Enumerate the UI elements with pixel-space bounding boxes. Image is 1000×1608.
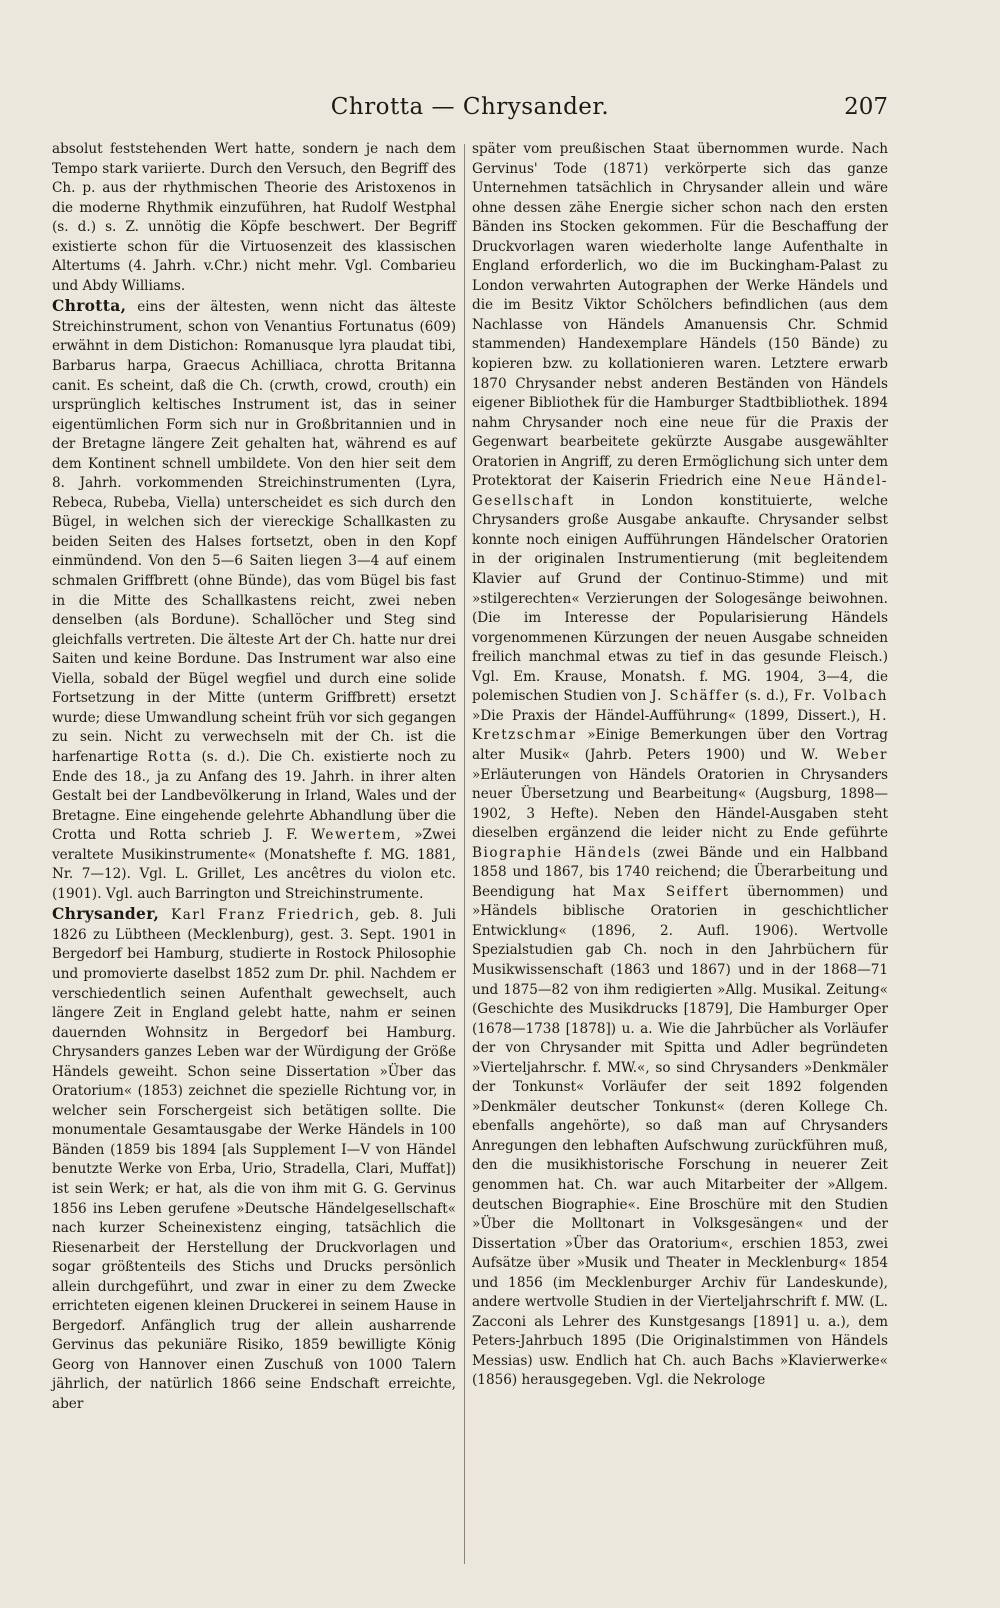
chrotta-text-3: , »Zwei veraltete Musikinstrumente« (Monatshefte f. MG. 1881, Nr. 7—12). Vgl. L. Grillet, Les ancêtres du violon etc. (1901). Vgl. auch Barrington und Streichinstrumente. <box>52 827 456 902</box>
chrotta-text: eins der ältesten, wenn nicht das älteste Streichinstrument, schon von Venantius Fortunatus (609) erwähnt in dem Distichon: Romanusque lyra plaudat tibi, Barbarus harpa, Graecus Achilliaca, chrotta Britanna canit. Es scheint, daß die Ch. (crwth, crowd, crouth) ein ursprünglich keltisches Instrument ist, das in seiner eigentümlichen Form sich nur in Großbritannien und in der Bretagne längere Zeit gehalten hat, während es auf dem Kontinent schnell umbildete. Von den hier seit dem 8. Jahrh. vorkommenden Streichinstrumenten (Lyra, Rebeca, Rubeba, Viella) unterscheidet es sich durch den Bügel, in welchen sich der viereckige Schallkasten zu beiden Seiten des Halses fortsetzt, oben in den Kopf einmündend. Von den 5—6 Saiten liegen 3—4 auf einem schmalen Griffbrett (ohne Bünde), das vom Bügel bis fast in die Mitte des Schallkastens reicht, zwei neben denselben (als Bordune). Schallöcher und Steg sind gleichfalls vertreten. Die älteste Art der Ch. hatte nur drei Saiten und keine Bordune. Das Instrument war also eine Viella, sobald der Bügel wegfiel und durch eine solide Fortsetzung in der Mitte (unterm Griffbrett) ersetzt wurde; diese Umwandlung scheint früh vor sich gegangen zu sein. Nicht zu verwechseln mit der Ch. ist die harfenartige <box>52 299 456 765</box>
author-schaeffer: J. Schäffer <box>651 688 740 705</box>
author-wewertem: Wewertem <box>311 827 397 844</box>
right-text-d: »Die Praxis der Händel-Aufführung« (1899, Dissert.), <box>472 707 869 724</box>
right-text-b: in London konstituierte, welche Chrysanders große Ausgabe ankaufte. Chrysander selbst konnte noch einigen Aufführungen Händelscher Oratorien in der originalen Instrumentierung (mit begleitendem Klavier auf Grund der Continuo-Stimme) und mit »stilgerechten« Verzierungen der Sologesänge beiwohnen. (Die im Interesse der Popularisierung Händels vorgenommenen Kürzungen der neuen Ausgabe schneiden freilich manchmal etwas zu tief in das gesunde Fleisch.) Vgl. Em. Krause, Monatsh. f. MG. 1904, 3—4, die polemischen Studien von <box>472 492 888 705</box>
chrysander-full-name: Karl Franz Friedrich <box>159 907 356 924</box>
rotta-term: Rotta <box>147 748 193 765</box>
page-number: 207 <box>844 94 888 120</box>
chrotta-text-2: (s. d.). Die Ch. existierte noch zu Ende des 18., ja zu Anfang des 19. Jahrh. in ihrer alten Gestalt bei der Landbevölkerung in Irland, Wales und der Bretagne. Eine eingehende gelehrte Abhandlung über die Crotta und Rotta schrieb J. F. <box>52 748 456 844</box>
lemma-chrysander: Chrysander, <box>52 904 160 924</box>
entry-chrotta <box>52 296 456 904</box>
author-kretzschmar: H. Kretzschmar <box>472 707 888 744</box>
right-text-f: »Erläuterungen von Händels Oratorien in Chrysanders neuer Übersetzung und Bearbeitung« (Augsburg, 1898—1902, 3 Hefte). Neben den Händel-Ausgaben steht dieselben ergänzend die leider nicht zu Ende geführte <box>472 766 888 842</box>
entry-chrysander <box>52 904 456 1414</box>
lemma-chrotta: Chrotta, <box>52 296 127 316</box>
right-text-h: übernommen) und »Händels biblische Oratorien in geschichtlicher Entwicklung« (1896, 2. Aufl. 1906). Wertvolle Spezialstudien gab Ch. noch in den Jahrbüchern für Musikwissenschaft (1863 und 1867) und in der 1868—71 und 1875—82 von ihm redigierten »Allg. Musikal. Zeitung« (Geschichte des Musikdrucks [1879], Die Hamburger Oper (1678—1738 [1878]) u. a. Wie die Jahrbücher als Vorläufer der von Chrysander mit Spitta und Adler begründeten »Vierteljahrschr. f. MW.«, so sind Chrysanders »Denkmäler der Tonkunst« Vorläufer der seit 1892 folgenden »Denkmäler deutscher Tonkunst« (deren Kollege Ch. ebenfalls angehörte), so daß man auf Chrysanders Anregungen den lebhaften Aufschwung zurückführen muß, den die musikhistorische Forschung in neuerer Zeit genommen hat. Ch. war auch Mitarbeiter der »Allgem. deutschen Biographie«. Eine Broschüre mit den Studien »Über die Molltonart in Volksgesängen« und der Dissertation »Über das Oratorium«, erschien 1853, zwei Aufsätze über »Musik und Theater in Mecklenburg« 1854 und 1856 (im Mecklenburger Archiv für Landeskunde), andere wertvolle Studien in der Vierteljahrschrift f. MW. (L. Zacconi als Lehrer des Kunstgesangs [1891] u. a.), dem Peters-Jahrbuch 1895 (Die Originalstimmen von Händels Messias) usw. Endlich hat Ch. auch Bachs »Klavierwerke« (1856) herausgegeben. Vgl. die Nekrologe <box>472 883 888 1389</box>
running-title: Chrotta — Chrysander. <box>330 94 610 120</box>
author-seiffert: Max Seiffert <box>612 883 730 900</box>
biographie-haendels: Biographie Händels <box>472 844 642 861</box>
entry-continuation: absolut feststehenden Wert hatte, sondern je nach dem Tempo stark variierte. Durch den Versuch, den Begriff des Ch. p. aus der rhythmischen Theorie des Aristoxenos in die moderne Rhythmik einzuführen, hat Rudolf Westphal (s. d.) s. Z. unnötig die Köpfe beschwert. Der Begriff existierte schon für die Virtuosenzeit des klassischen Altertums (4. Jahrh. v.Chr.) nicht mehr. Vgl. Combarieu und Abdy Williams. <box>52 141 456 294</box>
neue-haendel-gesellschaft: Neue Händel-Gesellschaft <box>472 473 889 509</box>
page-header <box>52 94 888 126</box>
text-columns <box>52 140 888 1580</box>
right-text-e: »Einige Bemerkungen über den Vortrag alter Musik« (Jahrb. Peters 1900) und <box>472 727 888 763</box>
author-volbach: Fr. Volbach <box>793 688 889 705</box>
right-column <box>472 140 888 1391</box>
chrysander-text: , geb. 8. Juli 1826 zu Lübtheen (Mecklenburg), gest. 3. Sept. 1901 in Bergedorf bei Hamburg, studierte in Rostock Philosophie und promovierte daselbst 1852 zum Dr. phil. Nachdem er verschiedentlich seinen Aufenthalt gewechselt, auch längere Zeit in England gelebt hatte, nahm er seinen dauernden Wohnsitz in Bergedorf bei Hamburg. Chrysanders ganzes Leben war der Würdigung der Größe Händels geweiht. Schon seine Dissertation »Über das Oratorium« (1853) zeichnet die spezielle Richtung vor, in welcher sein Forschergeist sich betätigen sollte. Die monumentale Gesamtausgabe der Werke Händels in 100 Bänden (1859 bis 1894 [als Supplement I—V von Händel benutzte Werke von Erba, Urio, Stradella, Clari, Muffat]) ist sein Werk; er hat, als die von ihm mit G. G. Gervinus 1856 ins Leben gerufene »Deutsche Händelgesellschaft« nach kurzer Scheinexistenz einging, tatsächlich die Riesenarbeit der Herstellung der Druckvorlagen und sogar größtenteils des Stichs und Drucks persönlich allein durchgeführt, und zwar in einer zu dem Zwecke errichteten eigenen kleinen Druckerei in seinem Hause in Bergedorf. Anfänglich trug der allein ausharrende Gervinus das pekuniäre Risiko, 1859 bewilligte König Georg von Hannover einen Zuschuß von 1000 Talern jährlich, der natürlich 1866 seine Endschaft erreichte, aber <box>52 907 456 1412</box>
entry-chrysander-continued <box>472 140 888 1391</box>
left-column <box>52 140 456 1415</box>
right-text-g: (zwei Bände und ein Halbband 1858 und 1867, bis 1740 reichend; die Überarbeitung und Beendigung hat <box>472 844 888 900</box>
right-text-c: (s. d.), <box>739 688 794 705</box>
author-weber: W. Weber <box>801 746 889 763</box>
right-text-a: später vom preußischen Staat übernommen wurde. Nach Gervinus' Tode (1871) verkörperte sich das ganze Unternehmen tatsächlich in Chrysander allein und wäre ohne dessen zähe Energie sicher schon nach den ersten Bänden ins Stocken gekommen. Für die Beschaffung der Druckvorlagen waren wiederholte lange Aufenthalte in England erforderlich, wo die im Buckingham-Palast zu London verwahrten Autographen der Werke Händels und die im Besitz Viktor Schölchers befindlichen (aus dem Nachlasse von Händels Amanuensis Chr. Schmid stammenden) Handexemplare Händels (150 Bände) zu kopieren bzw. zu kollationieren waren. Letztere erwarb 1870 Chrysander nebst anderen Beständen von Händels eigener Bibliothek für die Hamburger Stadtbibliothek. 1894 nahm Chrysander noch eine neue für die Praxis der Gegenwart bearbeitete gekürzte Ausgabe ausgewählter Oratorien in Angriff, zu deren Ermöglichung sich unter dem Protektorat der Kaiserin Friedrich eine <box>472 141 888 490</box>
column-divider <box>464 144 465 1564</box>
